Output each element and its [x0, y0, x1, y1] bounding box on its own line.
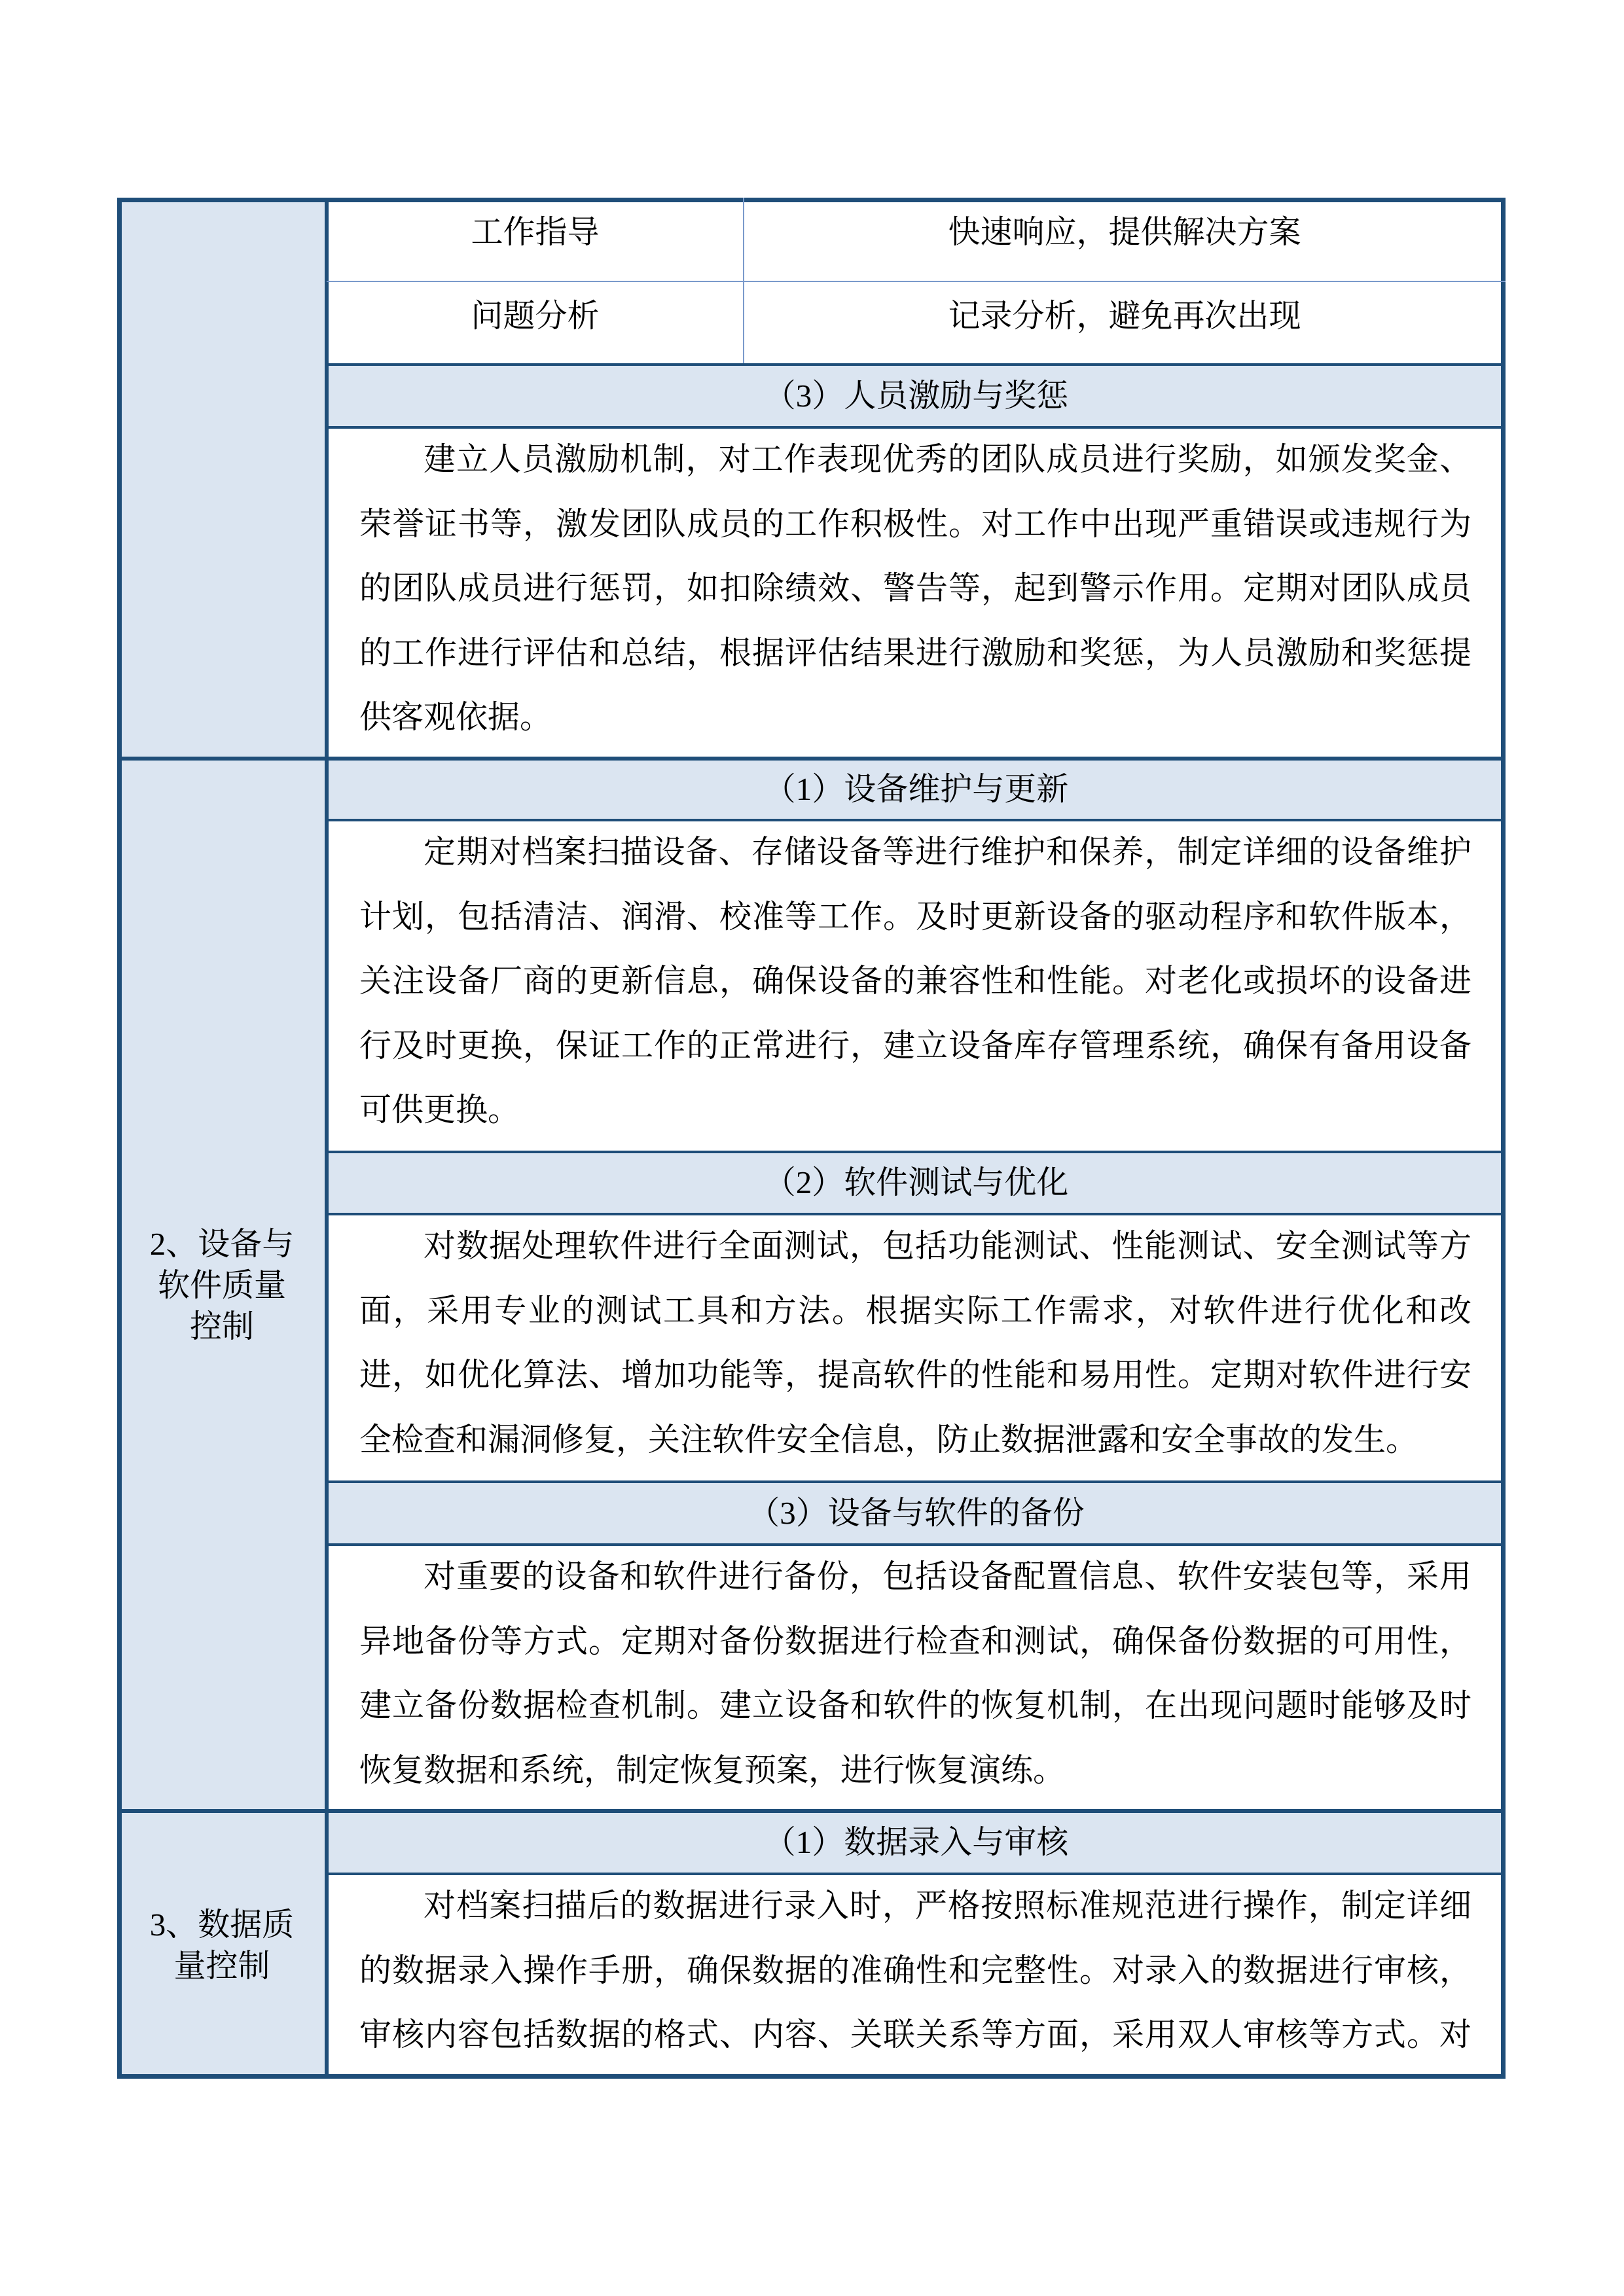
body-line: 审核内容包括数据的格式、内容、关联关系等方面，采用双人审核等方式。对 — [359, 2017, 1471, 2053]
subsection-heading-text: （1）设备维护与更新 — [763, 770, 1069, 807]
item-label: 工作指导 — [471, 214, 600, 250]
column-divider — [325, 198, 329, 2079]
subsection-heading-text: （3）设备与软件的备份 — [748, 1494, 1085, 1531]
subsection-heading-text: （1）数据录入与审核 — [763, 1823, 1069, 1860]
row-divider — [327, 1480, 1506, 1483]
body-line: 建立备份数据检查机制。建立设备和软件的恢复机制，在出现问题时能够及时 — [359, 1687, 1471, 1723]
body-line: 计划，包括清洁、润滑、校准等工作。及时更新设备的驱动程序和软件版本， — [359, 898, 1471, 935]
subsection-heading-text: （2）软件测试与优化 — [763, 1164, 1069, 1201]
row-divider — [327, 426, 1506, 429]
row-divider — [327, 1151, 1506, 1153]
category-label-line: 3、数据质 — [149, 1906, 295, 1943]
subsection-heading-text: （3）人员激励与奖惩 — [763, 377, 1069, 414]
body-line: 进，如优化算法、增加功能等，提高软件的性能和易用性。定期对软件进行安 — [359, 1357, 1471, 1393]
category-label-line: 控制 — [189, 1308, 254, 1344]
body-line: 面，采用专业的测试工具和方法。根据实际工作需求，对软件进行优化和改 — [359, 1292, 1471, 1329]
row-divider — [327, 1543, 1506, 1546]
row-divider — [327, 1213, 1506, 1215]
category-label-line: 量控制 — [173, 1947, 270, 1984]
body-line: 对档案扫描后的数据进行录入时，严格按照标准规范进行操作，制定详细 — [424, 1888, 1471, 1924]
category-label-line: 软件质量 — [157, 1266, 286, 1303]
body-line: 可供更换。 — [359, 1092, 520, 1128]
body-line: 的团队成员进行惩罚，如扣除绩效、警告等，起到警示作用。定期对团队成员 — [359, 570, 1471, 606]
section-divider — [117, 757, 1506, 761]
item-detail: 快速响应，提供解决方案 — [948, 214, 1301, 250]
body-line: 的数据录入操作手册，确保数据的准确性和完整性。对录入的数据进行审核， — [359, 1952, 1471, 1988]
body-line: 对数据处理软件进行全面测试，包括功能测试、性能测试、安全测试等方 — [424, 1228, 1471, 1264]
body-line: 的工作进行评估和总结，根据评估结果进行激励和奖惩，为人员激励和奖惩提 — [359, 634, 1471, 671]
body-line: 荣誉证书等，激发团队成员的工作积极性。对工作中出现严重错误或违规行为 — [359, 505, 1471, 542]
body-line: 供客观依据。 — [359, 699, 552, 735]
body-line: 行及时更换，保证工作的正常进行，建立设备库存管理系统，确保有备用设备 — [359, 1027, 1471, 1064]
row-divider — [327, 363, 1506, 366]
row-divider — [327, 1873, 1506, 1875]
body-line: 建立人员激励机制，对工作表现优秀的团队成员进行奖励，如颁发奖金、 — [424, 441, 1471, 477]
item-label: 问题分析 — [471, 298, 600, 334]
body-line: 定期对档案扫描设备、存储设备等进行维护和保养，制定详细的设备维护 — [424, 834, 1471, 870]
inner-row-divider — [327, 281, 1506, 282]
category-label-line: 2、设备与 — [149, 1225, 295, 1262]
item-detail: 记录分析，避免再次出现 — [948, 298, 1301, 334]
body-line: 对重要的设备和软件进行备份，包括设备配置信息、软件安装包等，采用 — [424, 1558, 1471, 1594]
row-divider — [327, 819, 1506, 821]
body-line: 恢复数据和系统，制定恢复预案，进行恢复演练。 — [359, 1751, 1066, 1788]
body-line: 关注设备厂商的更新信息，确保设备的兼容性和性能。对老化或损坏的设备进 — [359, 963, 1471, 999]
section-divider — [117, 1809, 1506, 1813]
body-line: 全检查和漏洞修复，关注软件安全信息，防止数据泄露和安全事故的发生。 — [359, 1421, 1418, 1458]
body-line: 异地备份等方式。定期对备份数据进行检查和测试，确保备份数据的可用性， — [359, 1623, 1471, 1659]
